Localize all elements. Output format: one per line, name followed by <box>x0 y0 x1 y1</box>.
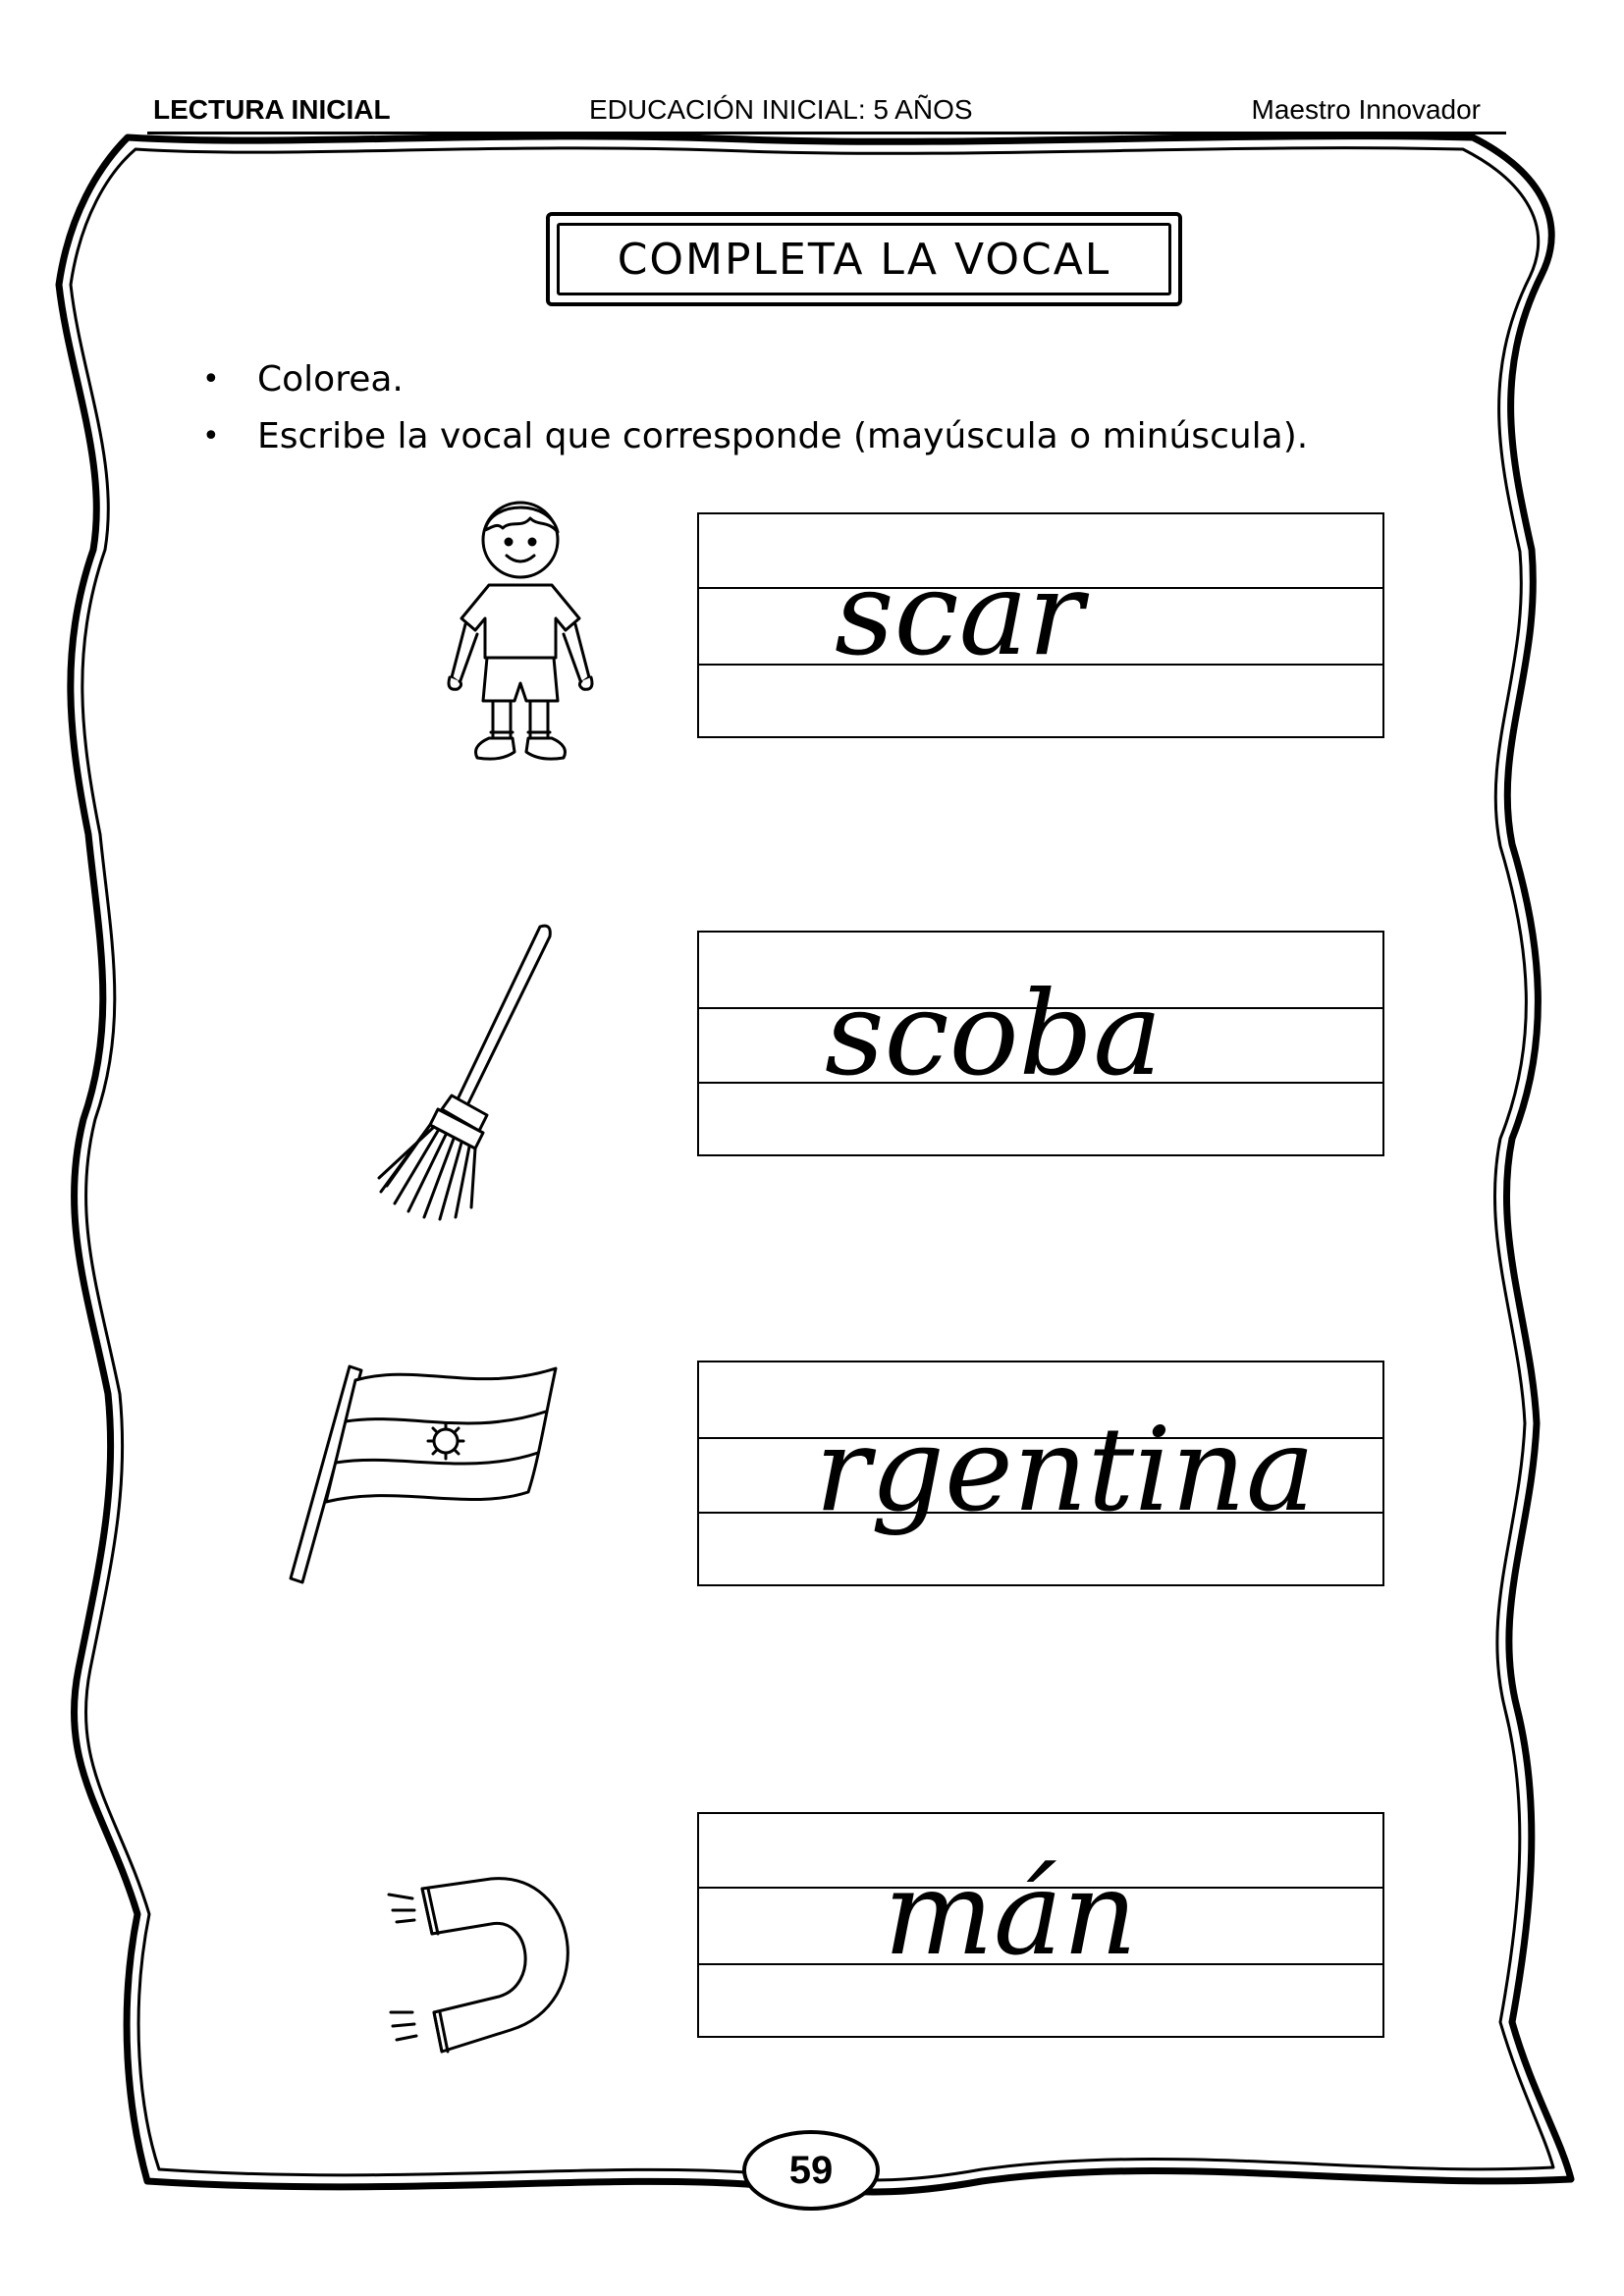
flag-icon <box>281 1355 566 1590</box>
incomplete-word: rgentina <box>815 1402 1316 1537</box>
page-title: COMPLETA LA VOCAL <box>557 223 1171 295</box>
instruction-item: • Colorea. <box>202 351 1308 408</box>
header-left: LECTURA INICIAL <box>153 94 391 125</box>
incomplete-word: mán <box>884 1845 1138 1981</box>
exercise-row <box>697 1812 1384 2038</box>
exercise-row <box>697 1361 1384 1586</box>
page-number: 59 <box>742 2130 880 2211</box>
magnet-icon <box>383 1865 599 2061</box>
header-center: EDUCACIÓN INICIAL: 5 AÑOS <box>589 94 973 125</box>
incomplete-word: scar <box>835 546 1084 681</box>
instruction-item: • Escribe la vocal que corresponde (mayúscula o minúscula). <box>202 408 1308 465</box>
incomplete-word: scoba <box>825 966 1163 1101</box>
exercise-row <box>697 931 1384 1156</box>
exercise-row <box>697 512 1384 738</box>
instructions-list <box>202 351 1308 465</box>
header-right: Maestro Innovador <box>1251 94 1481 125</box>
broom-icon <box>373 913 569 1227</box>
title-box <box>546 212 1182 306</box>
boy-icon <box>432 491 609 775</box>
